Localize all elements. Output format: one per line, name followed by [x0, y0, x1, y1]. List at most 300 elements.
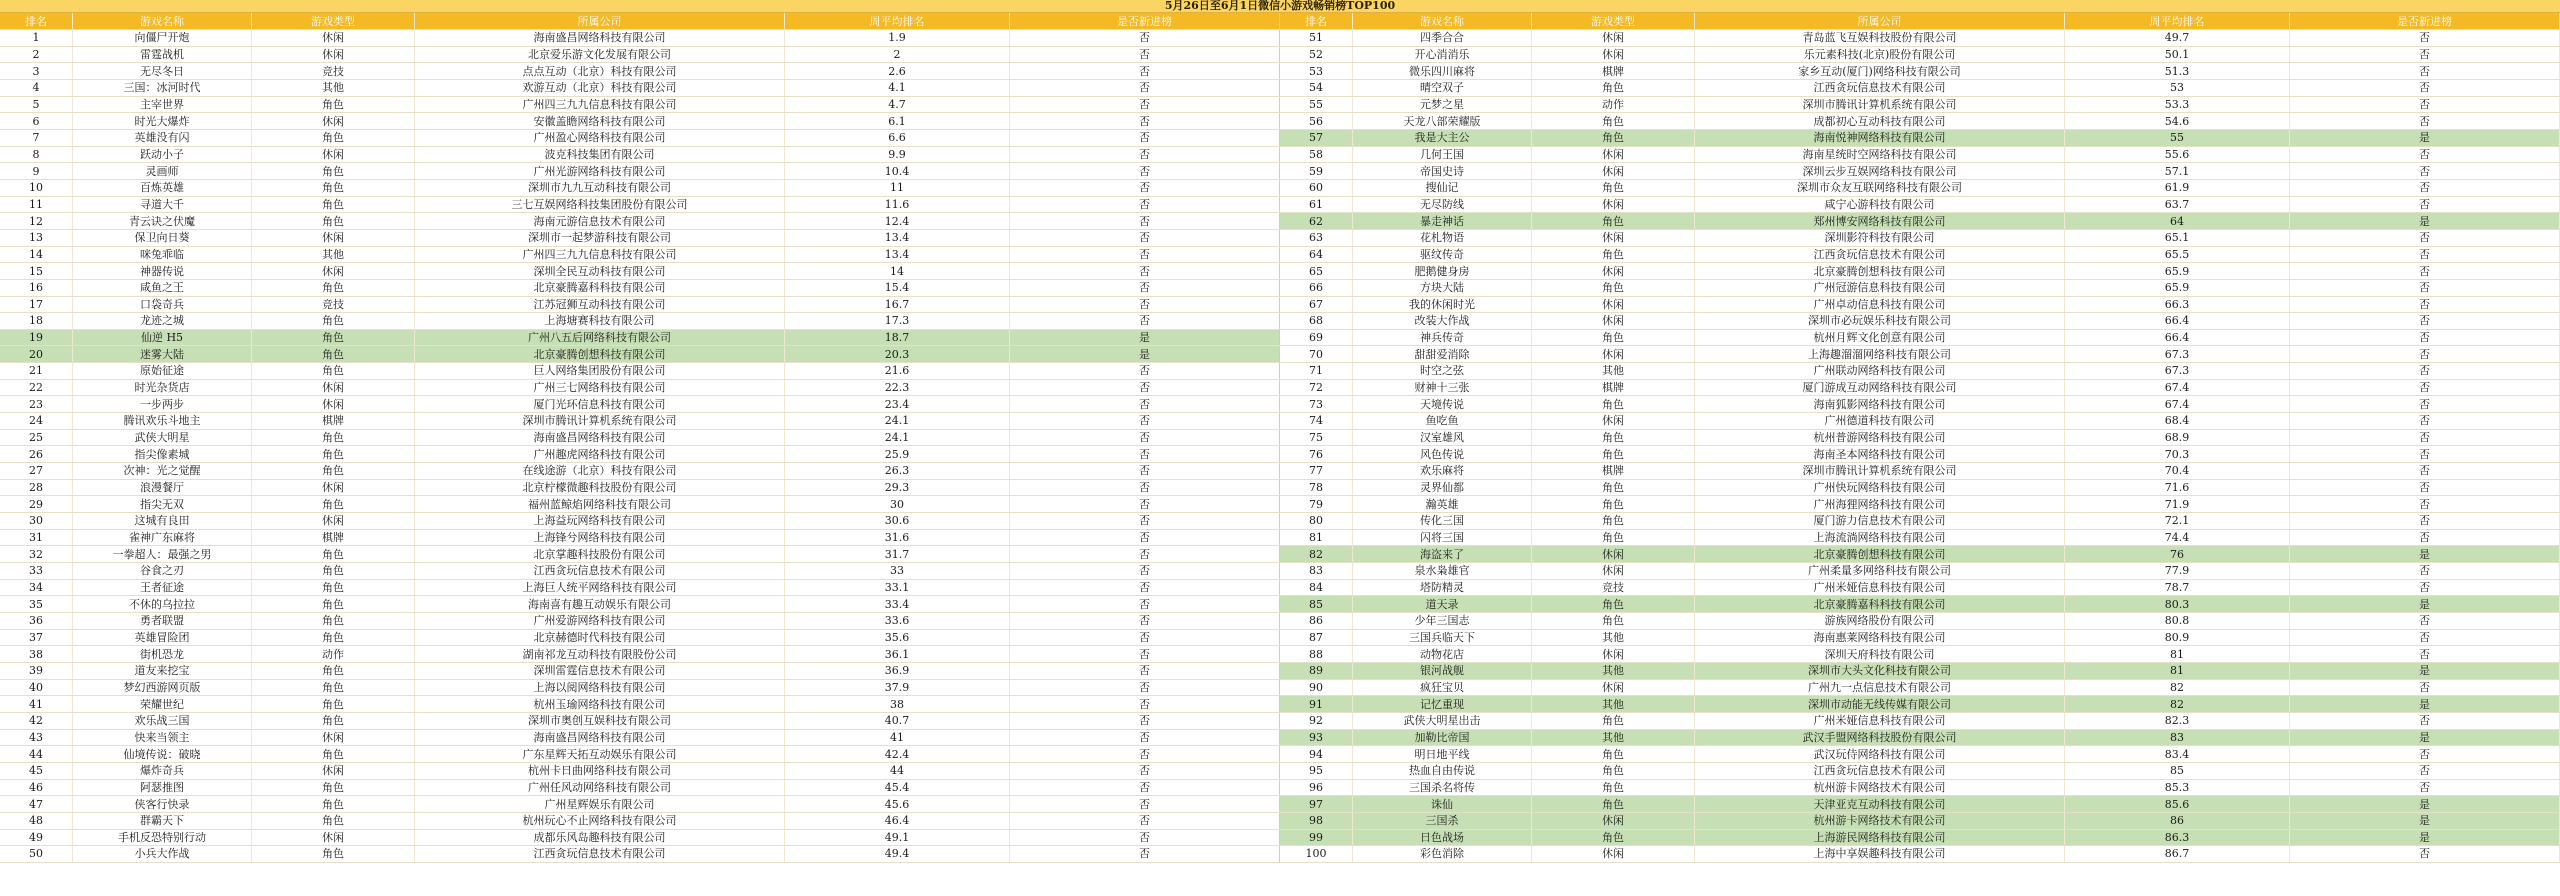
- cell-game-name: 时光杂货店: [73, 380, 252, 396]
- cell-rank: 29: [0, 496, 73, 512]
- table-row[interactable]: [0, 330, 1280, 347]
- table-row[interactable]: [0, 213, 1280, 230]
- table-row[interactable]: [1280, 280, 2560, 297]
- cell-game-name: 天龙八部荣耀版: [1353, 113, 1532, 129]
- table-row[interactable]: [0, 180, 1280, 197]
- table-row[interactable]: [0, 530, 1280, 547]
- table-row[interactable]: [1280, 530, 2560, 547]
- table-row[interactable]: [1280, 663, 2560, 680]
- cell-company: 广州任风动网络科技有限公司: [415, 780, 785, 796]
- cell-rank: 19: [0, 330, 73, 346]
- cell-avg-rank: 11.6: [785, 197, 1010, 213]
- table-row[interactable]: [1280, 813, 2560, 830]
- cell-avg-rank: 67.4: [2065, 396, 2290, 412]
- header-company[interactable]: 所属公司: [415, 13, 785, 29]
- cell-is-new: 否: [1010, 213, 1280, 229]
- header-game-type[interactable]: 游戏类型: [252, 13, 415, 29]
- cell-company: 江西贪玩信息技术有限公司: [415, 846, 785, 862]
- cell-is-new: 是: [2290, 696, 2560, 712]
- cell-is-new: 否: [1010, 230, 1280, 246]
- cell-rank: 37: [0, 630, 73, 646]
- table-row[interactable]: [0, 846, 1280, 863]
- cell-company: 北京爱乐游文化发展有限公司: [415, 47, 785, 63]
- table-row[interactable]: [1280, 346, 2560, 363]
- table-row[interactable]: [0, 30, 1280, 47]
- cell-company: 江西贪玩信息技术有限公司: [415, 563, 785, 579]
- table-row[interactable]: [1280, 213, 2560, 230]
- cell-rank: 77: [1280, 463, 1353, 479]
- cell-is-new: 否: [1010, 646, 1280, 662]
- cell-company: 海南圣本网络科技有限公司: [1695, 446, 2065, 462]
- cell-game-type: 休闲: [1532, 563, 1695, 579]
- cell-game-name: 王者征途: [73, 580, 252, 596]
- table-row[interactable]: [0, 463, 1280, 480]
- cell-avg-rank: 35.6: [785, 630, 1010, 646]
- cell-game-name: 汉室雄风: [1353, 430, 1532, 446]
- cell-company: 深圳市奥创互娱科技有限公司: [415, 713, 785, 729]
- header-is-new[interactable]: 是否新进榜: [1010, 13, 1280, 29]
- cell-company: 成都乐风岛趣科技有限公司: [415, 830, 785, 846]
- cell-game-name: 天境传说: [1353, 396, 1532, 412]
- table-row[interactable]: [1280, 830, 2560, 847]
- table-row[interactable]: [0, 696, 1280, 713]
- table-row[interactable]: [0, 263, 1280, 280]
- cell-is-new: 否: [2290, 363, 2560, 379]
- cell-avg-rank: 81: [2065, 663, 2290, 679]
- cell-game-type: 休闲: [1532, 30, 1695, 46]
- cell-game-name: 暴走神话: [1353, 213, 1532, 229]
- cell-company: 波克科技集团有限公司: [415, 147, 785, 163]
- cell-is-new: 否: [2290, 97, 2560, 113]
- cell-is-new: 否: [2290, 746, 2560, 762]
- cell-avg-rank: 30.6: [785, 513, 1010, 529]
- cell-rank: 35: [0, 596, 73, 612]
- table-row[interactable]: [1280, 596, 2560, 613]
- cell-game-type: 角色: [1532, 180, 1695, 196]
- cell-company: 深圳市动能无线传媒有限公司: [1695, 696, 2065, 712]
- cell-game-type: 角色: [252, 180, 415, 196]
- table-row[interactable]: [1280, 413, 2560, 430]
- table-row[interactable]: [0, 313, 1280, 330]
- cell-is-new: 否: [1010, 80, 1280, 96]
- table-row[interactable]: [1280, 463, 2560, 480]
- cell-company: 厦门游力信息技术有限公司: [1695, 513, 2065, 529]
- cell-game-name: 塔防精灵: [1353, 580, 1532, 596]
- table-row[interactable]: [1280, 80, 2560, 97]
- table-row[interactable]: [1280, 680, 2560, 697]
- cell-game-type: 角色: [252, 846, 415, 862]
- cell-avg-rank: 49.7: [2065, 30, 2290, 46]
- cell-is-new: 是: [2290, 830, 2560, 846]
- header-game-name[interactable]: 游戏名称: [1353, 13, 1532, 29]
- cell-game-type: 角色: [1532, 130, 1695, 146]
- table-row[interactable]: [0, 796, 1280, 813]
- table-row[interactable]: [1280, 363, 2560, 380]
- cell-avg-rank: 49.1: [785, 830, 1010, 846]
- cell-game-name: 神器传说: [73, 263, 252, 279]
- cell-game-name: 风色传说: [1353, 446, 1532, 462]
- cell-rank: 40: [0, 680, 73, 696]
- cell-game-name: 英雄冒险团: [73, 630, 252, 646]
- cell-game-type: 角色: [1532, 480, 1695, 496]
- table-row[interactable]: [0, 380, 1280, 397]
- table-row[interactable]: [1280, 230, 2560, 247]
- cell-game-name: 英雄没有闪: [73, 130, 252, 146]
- cell-is-new: 否: [1010, 396, 1280, 412]
- cell-game-name: 阿瑟推图: [73, 780, 252, 796]
- table-row[interactable]: [1280, 430, 2560, 447]
- cell-company: 郑州博安网络科技有限公司: [1695, 213, 2065, 229]
- cell-company: 广州快玩网络科技有限公司: [1695, 480, 2065, 496]
- cell-is-new: 否: [2290, 263, 2560, 279]
- cell-game-name: 向僵尸开炮: [73, 30, 252, 46]
- cell-game-name: 主宰世界: [73, 97, 252, 113]
- table-row[interactable]: [1280, 630, 2560, 647]
- table-row[interactable]: [0, 130, 1280, 147]
- cell-avg-rank: 65.1: [2065, 230, 2290, 246]
- cell-is-new: 否: [1010, 813, 1280, 829]
- table-row[interactable]: [1280, 513, 2560, 530]
- cell-company: 广州米娅信息科技有限公司: [1695, 713, 2065, 729]
- cell-game-name: 微乐四川麻将: [1353, 63, 1532, 79]
- cell-rank: 92: [1280, 713, 1353, 729]
- table-row[interactable]: [1280, 113, 2560, 130]
- cell-game-type: 休闲: [1532, 147, 1695, 163]
- table-row[interactable]: [0, 280, 1280, 297]
- cell-rank: 69: [1280, 330, 1353, 346]
- table-row[interactable]: [0, 47, 1280, 64]
- table-row[interactable]: [0, 746, 1280, 763]
- cell-rank: 6: [0, 113, 73, 129]
- cell-company: 深圳雷霆信息技术有限公司: [415, 663, 785, 679]
- table-row[interactable]: [1280, 47, 2560, 64]
- cell-is-new: 是: [2290, 796, 2560, 812]
- cell-game-type: 角色: [252, 496, 415, 512]
- table-row[interactable]: [0, 763, 1280, 780]
- cell-company: 海南盛昌网络科技有限公司: [415, 30, 785, 46]
- cell-is-new: 否: [1010, 696, 1280, 712]
- table-row[interactable]: [1280, 97, 2560, 114]
- cell-company: 游族网络股份有限公司: [1695, 613, 2065, 629]
- header-game-type[interactable]: 游戏类型: [1532, 13, 1695, 29]
- cell-company: 深圳市腾讯计算机系统有限公司: [1695, 97, 2065, 113]
- cell-game-type: 休闲: [1532, 163, 1695, 179]
- cell-game-name: 这城有良田: [73, 513, 252, 529]
- cell-rank: 11: [0, 197, 73, 213]
- cell-is-new: 否: [1010, 730, 1280, 746]
- cell-company: 海南元游信息技术有限公司: [415, 213, 785, 229]
- table-row[interactable]: [0, 113, 1280, 130]
- cell-game-name: 仙逆 H5: [73, 330, 252, 346]
- table-row[interactable]: [0, 80, 1280, 97]
- table-row[interactable]: [0, 663, 1280, 680]
- table-row[interactable]: [0, 546, 1280, 563]
- cell-game-type: 角色: [252, 663, 415, 679]
- cell-rank: 96: [1280, 780, 1353, 796]
- cell-is-new: 否: [2290, 396, 2560, 412]
- cell-avg-rank: 71.9: [2065, 496, 2290, 512]
- cell-company: 欢游互动（北京）科技有限公司: [415, 80, 785, 96]
- cell-avg-rank: 66.4: [2065, 330, 2290, 346]
- cell-is-new: 否: [2290, 147, 2560, 163]
- cell-game-type: 角色: [252, 780, 415, 796]
- cell-avg-rank: 55: [2065, 130, 2290, 146]
- cell-game-name: 四季合合: [1353, 30, 1532, 46]
- cell-company: 北京掌趣科技股份有限公司: [415, 546, 785, 562]
- table-row[interactable]: [0, 780, 1280, 797]
- cell-game-type: 休闲: [1532, 313, 1695, 329]
- table-row[interactable]: [0, 63, 1280, 80]
- table-row[interactable]: [1280, 297, 2560, 314]
- table-row[interactable]: [1280, 646, 2560, 663]
- table-row[interactable]: [0, 496, 1280, 513]
- cell-is-new: 否: [2290, 430, 2560, 446]
- cell-game-type: 角色: [252, 197, 415, 213]
- table-row[interactable]: [1280, 263, 2560, 280]
- cell-is-new: 否: [1010, 313, 1280, 329]
- cell-game-type: 角色: [1532, 613, 1695, 629]
- table-row[interactable]: [1280, 480, 2560, 497]
- cell-is-new: 否: [2290, 113, 2560, 129]
- table-row[interactable]: [1280, 147, 2560, 164]
- cell-game-type: 角色: [252, 446, 415, 462]
- cell-rank: 32: [0, 546, 73, 562]
- cell-is-new: 是: [2290, 813, 2560, 829]
- cell-company: 厦门游成互动网络科技有限公司: [1695, 380, 2065, 396]
- table-row[interactable]: [0, 147, 1280, 164]
- cell-rank: 17: [0, 297, 73, 313]
- table-row[interactable]: [1280, 247, 2560, 264]
- table-row[interactable]: [0, 163, 1280, 180]
- cell-game-type: 休闲: [252, 380, 415, 396]
- cell-company: 广州海狸网络科技有限公司: [1695, 496, 2065, 512]
- cell-is-new: 否: [2290, 646, 2560, 662]
- cell-avg-rank: 24.1: [785, 430, 1010, 446]
- cell-is-new: 是: [2290, 546, 2560, 562]
- table-row[interactable]: [0, 247, 1280, 264]
- header-rank[interactable]: 排名: [0, 13, 73, 29]
- table-row[interactable]: [0, 363, 1280, 380]
- table-row[interactable]: [0, 596, 1280, 613]
- cell-is-new: 是: [2290, 596, 2560, 612]
- cell-is-new: 否: [2290, 713, 2560, 729]
- cell-rank: 5: [0, 97, 73, 113]
- table-row[interactable]: [1280, 496, 2560, 513]
- table-row[interactable]: [0, 396, 1280, 413]
- cell-is-new: 否: [1010, 846, 1280, 862]
- cell-is-new: 否: [1010, 713, 1280, 729]
- cell-rank: 64: [1280, 247, 1353, 263]
- cell-rank: 9: [0, 163, 73, 179]
- cell-avg-rank: 22.3: [785, 380, 1010, 396]
- table-row[interactable]: [0, 97, 1280, 114]
- cell-avg-rank: 74.4: [2065, 530, 2290, 546]
- cell-rank: 10: [0, 180, 73, 196]
- cell-game-type: 休闲: [252, 113, 415, 129]
- cell-rank: 78: [1280, 480, 1353, 496]
- cell-rank: 45: [0, 763, 73, 779]
- table-row[interactable]: [1280, 30, 2560, 47]
- cell-is-new: 否: [2290, 513, 2560, 529]
- cell-game-name: 加勒比帝国: [1353, 730, 1532, 746]
- cell-is-new: 否: [2290, 313, 2560, 329]
- cell-avg-rank: 11: [785, 180, 1010, 196]
- cell-rank: 21: [0, 363, 73, 379]
- cell-is-new: 否: [2290, 580, 2560, 596]
- header-avg-rank[interactable]: 周平均排名: [785, 13, 1010, 29]
- cell-rank: 88: [1280, 646, 1353, 662]
- cell-rank: 30: [0, 513, 73, 529]
- table-row[interactable]: [0, 230, 1280, 247]
- table-row[interactable]: [0, 613, 1280, 630]
- table-row[interactable]: [1280, 713, 2560, 730]
- cell-avg-rank: 66.4: [2065, 313, 2290, 329]
- cell-company: 杭州玩心不止网络科技有限公司: [415, 813, 785, 829]
- table-row[interactable]: [1280, 730, 2560, 747]
- table-row[interactable]: [1280, 313, 2560, 330]
- cell-is-new: 否: [1010, 580, 1280, 596]
- table-row[interactable]: [1280, 163, 2560, 180]
- cell-game-type: 角色: [1532, 280, 1695, 296]
- table-row[interactable]: [0, 413, 1280, 430]
- cell-rank: 84: [1280, 580, 1353, 596]
- table-row[interactable]: [1280, 380, 2560, 397]
- cell-game-type: 其他: [1532, 730, 1695, 746]
- cell-rank: 87: [1280, 630, 1353, 646]
- table-row[interactable]: [0, 563, 1280, 580]
- cell-rank: 24: [0, 413, 73, 429]
- table-row[interactable]: [0, 580, 1280, 597]
- cell-avg-rank: 36.9: [785, 663, 1010, 679]
- cell-avg-rank: 9.9: [785, 147, 1010, 163]
- table-row[interactable]: [1280, 796, 2560, 813]
- cell-rank: 47: [0, 796, 73, 812]
- cell-company: 深圳天府科技有限公司: [1695, 646, 2065, 662]
- cell-rank: 18: [0, 313, 73, 329]
- table-row[interactable]: [0, 346, 1280, 363]
- table-row[interactable]: [0, 197, 1280, 214]
- table-row[interactable]: [0, 630, 1280, 647]
- header-company[interactable]: 所属公司: [1695, 13, 2065, 29]
- cell-avg-rank: 25.9: [785, 446, 1010, 462]
- cell-company: 深圳市腾讯计算机系统有限公司: [1695, 463, 2065, 479]
- header-rank[interactable]: 排名: [1280, 13, 1353, 29]
- table-row[interactable]: [1280, 780, 2560, 797]
- table-row[interactable]: [1280, 613, 2560, 630]
- cell-game-type: 竞技: [252, 297, 415, 313]
- cell-game-name: 闪将三国: [1353, 530, 1532, 546]
- cell-game-name: 无尽防线: [1353, 197, 1532, 213]
- cell-game-type: 其他: [1532, 363, 1695, 379]
- table-row[interactable]: [1280, 330, 2560, 347]
- cell-is-new: 否: [2290, 780, 2560, 796]
- table-row[interactable]: [0, 480, 1280, 497]
- cell-game-type: 角色: [1532, 446, 1695, 462]
- table-row[interactable]: [0, 713, 1280, 730]
- rows-right: [1280, 30, 2560, 863]
- cell-game-name: 搜仙记: [1353, 180, 1532, 196]
- table-row[interactable]: [1280, 746, 2560, 763]
- table-row[interactable]: [1280, 197, 2560, 214]
- cell-company: 杭州玉瑜网络科技有限公司: [415, 696, 785, 712]
- cell-company: 广州卓动信息科技有限公司: [1695, 297, 2065, 313]
- cell-company: 安徽盖瞻网络科技有限公司: [415, 113, 785, 129]
- table-row[interactable]: [0, 297, 1280, 314]
- cell-avg-rank: 26.3: [785, 463, 1010, 479]
- cell-avg-rank: 50.1: [2065, 47, 2290, 63]
- table-row[interactable]: [0, 680, 1280, 697]
- table-row[interactable]: [1280, 546, 2560, 563]
- table-row[interactable]: [1280, 846, 2560, 863]
- cell-game-type: 角色: [1532, 713, 1695, 729]
- cell-is-new: 否: [2290, 413, 2560, 429]
- cell-rank: 76: [1280, 446, 1353, 462]
- cell-game-type: 其他: [1532, 696, 1695, 712]
- table-row[interactable]: [0, 813, 1280, 830]
- table-row[interactable]: [0, 730, 1280, 747]
- cell-is-new: 否: [1010, 47, 1280, 63]
- cell-company: 海南惠莱网络科技有限公司: [1695, 630, 2065, 646]
- cell-rank: 58: [1280, 147, 1353, 163]
- cell-is-new: 否: [1010, 247, 1280, 263]
- table-row[interactable]: [1280, 180, 2560, 197]
- cell-rank: 39: [0, 663, 73, 679]
- table-row[interactable]: [0, 446, 1280, 463]
- header-avg-rank[interactable]: 周平均排名: [2065, 13, 2290, 29]
- cell-game-name: 手机反恐特别行动: [73, 830, 252, 846]
- cell-company: 杭州普游网络科技有限公司: [1695, 430, 2065, 446]
- cell-is-new: 否: [2290, 496, 2560, 512]
- cell-avg-rank: 63.7: [2065, 197, 2290, 213]
- table-row[interactable]: [1280, 446, 2560, 463]
- cell-company: 广州星辉娱乐有限公司: [415, 796, 785, 812]
- table-row[interactable]: [1280, 396, 2560, 413]
- cell-game-type: 角色: [1532, 430, 1695, 446]
- cell-game-name: 百炼英雄: [73, 180, 252, 196]
- table-row[interactable]: [0, 646, 1280, 663]
- cell-company: 上海以阅网络科技有限公司: [415, 680, 785, 696]
- table-row[interactable]: [1280, 696, 2560, 713]
- cell-is-new: 否: [1010, 297, 1280, 313]
- cell-game-name: 神兵传奇: [1353, 330, 1532, 346]
- cell-game-type: 休闲: [1532, 230, 1695, 246]
- table-row[interactable]: [1280, 563, 2560, 580]
- cell-is-new: 否: [1010, 513, 1280, 529]
- cell-game-type: 角色: [252, 430, 415, 446]
- table-row[interactable]: [1280, 130, 2560, 147]
- cell-rank: 52: [1280, 47, 1353, 63]
- cell-game-type: 休闲: [252, 230, 415, 246]
- header-game-name[interactable]: 游戏名称: [73, 13, 252, 29]
- cell-rank: 55: [1280, 97, 1353, 113]
- cell-avg-rank: 82: [2065, 696, 2290, 712]
- table-row[interactable]: [1280, 580, 2560, 597]
- cell-avg-rank: 2: [785, 47, 1010, 63]
- cell-company: 广州趣虎网络科技有限公司: [415, 446, 785, 462]
- table-row[interactable]: [1280, 63, 2560, 80]
- cell-is-new: 否: [2290, 330, 2560, 346]
- cell-rank: 42: [0, 713, 73, 729]
- cell-game-type: 休闲: [252, 830, 415, 846]
- header-is-new[interactable]: 是否新进榜: [2290, 13, 2560, 29]
- table-row[interactable]: [0, 830, 1280, 847]
- cell-game-name: 灵画师: [73, 163, 252, 179]
- table-row[interactable]: [0, 430, 1280, 447]
- cell-company: 海南狐影网络科技有限公司: [1695, 396, 2065, 412]
- cell-company: 杭州月辉文化创意有限公司: [1695, 330, 2065, 346]
- table-row[interactable]: [1280, 763, 2560, 780]
- table-row[interactable]: [0, 513, 1280, 530]
